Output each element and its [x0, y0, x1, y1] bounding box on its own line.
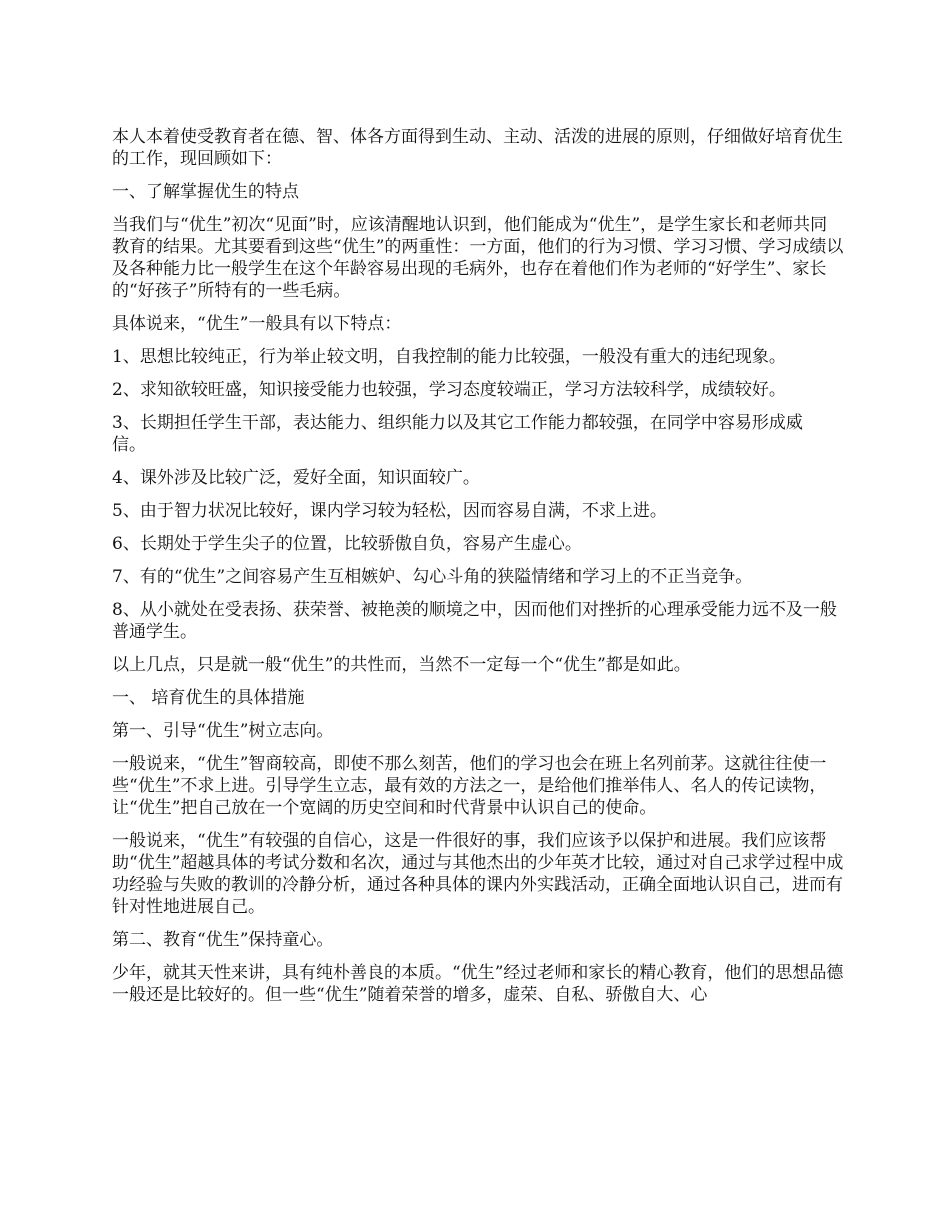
list-item-2: 2、求知欲较旺盛，知识接受能力也较强，学习态度较端正，学习方法较科学，成绩较好。: [112, 380, 786, 400]
paragraph-features-intro: 具体说来，“优生”一般具有以下特点：: [112, 314, 402, 334]
paragraph-summary: 以上几点，只是就一般“优生”的共性而，当然不一定每一个“优生”都是如此。: [112, 655, 691, 675]
section-heading-2: 一、 培育优生的具体措施: [112, 688, 305, 708]
subheading-2: 第二、教育“优生”保持童心。: [112, 930, 334, 950]
section-heading-1: 一、了解掌握优生的特点: [112, 182, 299, 202]
list-item-1: 1、思想比较纯正，行为举止较文明，自我控制的能力比较强，一般没有重大的违纪现象。: [112, 347, 786, 367]
list-item-3: 3、长期担任学生干部，表达能力、组织能力以及其它工作能力都较强，在同学中容易形成威信。: [112, 413, 803, 455]
list-item-6: 6、长期处于学生尖子的位置，比较骄傲自负，容易产生虚心。: [112, 534, 582, 554]
intro-paragraph: 本人本着使受教育者在德、智、体各方面得到生动、主动、活泼的进展的原则，仔细做好培育优生的工作，现回顾如下：: [112, 127, 843, 169]
document-body: [112, 126, 844, 1017]
list-item-8: 8、从小就处在受表扬、获荣誉、被艳羡的顺境之中，因而他们对挫折的心理承受能力远不及一般普通学生。: [112, 600, 837, 642]
list-item-4: 4、课外涉及比较广泛，爱好全面，知识面较广。: [112, 468, 480, 488]
paragraph-childlike: 少年，就其天性来讲，具有纯朴善良的本质。“优生”经过老师和家长的精心教育，他们的思想品德一般还是比较好的。但一些“优生”随着荣誉的增多，虚荣、自私、骄傲自大、心: [112, 963, 844, 1005]
paragraph-aspiration-2: 一般说来，“优生”有较强的自信心，这是一件很好的事，我们应该予以保护和进展。我们应该帮助“优生”超越具体的考试分数和名次，通过与其他杰出的少年英才比较，通过对自己求学过程中成功经验与失败的教训的冷静分析，通过各种具体的课内外实践活动，正确全面地认识自己，进而有针对性地进展自己。: [112, 831, 844, 917]
paragraph-dual-nature: 当我们与“优生”初次“见面”时，应该清醒地认识到，他们能成为“优生”，是学生家长和老师共同教育的结果。尤其要看到这些“优生”的两重性：一方面，他们的行为习惯、学习习惯、学习成绩以及各种能力比一般学生在这个年龄容易出现的毛病外，也存在着他们作为老师的“好学生”、家长的“好孩子”所特有的一些毛病。: [112, 215, 844, 301]
list-item-7: 7、有的“优生”之间容易产生互相嫉妒、勾心斗角的狭隘情绪和学习上的不正当竞争。: [112, 567, 753, 587]
paragraph-aspiration-1: 一般说来，“优生”智商较高，即使不那么刻苦，他们的学习也会在班上名列前茅。这就往往使一些“优生”不求上进。引导学生立志，最有效的方法之一，是给他们推举伟人、名人的传记读物，让“优生”把自己放在一个宽阔的历史空间和时代背景中认识自己的使命。: [112, 754, 827, 818]
list-item-5: 5、由于智力状况比较好，课内学习较为轻松，因而容易自满，不求上进。: [112, 501, 667, 521]
subheading-1: 第一、引导“优生”树立志向。: [112, 721, 334, 741]
